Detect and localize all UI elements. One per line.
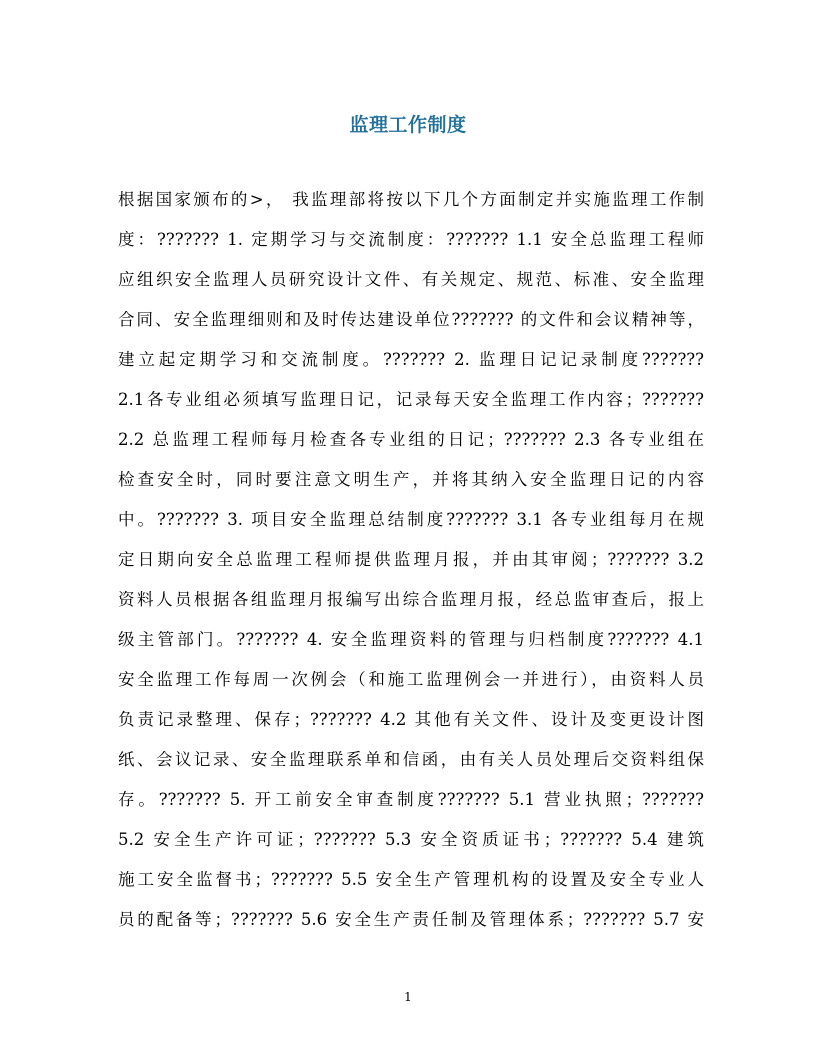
text-line: 建立起定期学习和交流制度。??????? 2. 监理日记记录制度??????? [118,350,704,369]
text-line: 施工安全监督书；??????? 5.5 安全生产管理机构的设置及安全专业人 [118,870,704,889]
text-line: 安全监理工作每周一次例会（和施工监理例会一并进行），由资料人员 [118,670,704,689]
text-line: 中。??????? 3. 项目安全监理总结制度??????? 3.1 各专业组每月在规 [118,510,704,529]
text-line: 检查安全时，同时要注意文明生产，并将其纳入安全监理日记的内容 [118,470,704,489]
text-line: 定日期向安全总监理工程师提供监理月报，并由其审阅；??????? 3.2 [118,550,704,569]
text-line: 合同、安全监理细则和及时传达建设单位??????? 的文件和会议精神等， [118,310,704,329]
text-line: 资料人员根据各组监理月报编写出综合监理月报，经总监审查后，报上 [118,590,704,609]
text-line: 员的配备等；??????? 5.6 安全生产责任制及管理体系；??????? 5.7 安 [118,910,704,929]
page-number: 1 [404,990,412,1004]
text-line: 级主管部门。??????? 4. 安全监理资料的管理与归档制度??????? 4.1 [118,630,704,649]
text-line: 纸、会议记录、安全监理联系单和信函，由有关人员处理后交资料组保 [118,750,704,769]
text-line: 2.1各专业组必须填写监理日记，记录每天安全监理工作内容；??????? [118,390,704,409]
text-line: 2.2 总监理工程师每月检查各专业组的日记；??????? 2.3 各专业组在 [118,430,704,449]
text-line: 5.2 安全生产许可证；??????? 5.3 安全资质证书；??????? 5.4 建筑 [118,830,704,849]
text-line: 根据国家颁布的>， 我监理部将按以下几个方面制定并实施监理工作制 [118,190,704,209]
text-line: 存。??????? 5. 开工前安全审查制度??????? 5.1 营业执照；??????? [118,790,704,809]
text-line: 应组织安全监理人员研究设计文件、有关规定、规范、标准、安全监理 [118,270,704,289]
text-line: 负责记录整理、保存；??????? 4.2 其他有关文件、设计及变更设计图 [118,710,704,729]
body-text [118,180,704,940]
text-line: 度：??????? 1. 定期学习与交流制度：??????? 1.1 安全总监理工程师 [118,230,704,249]
document-title: 监理工作制度 [349,114,467,136]
